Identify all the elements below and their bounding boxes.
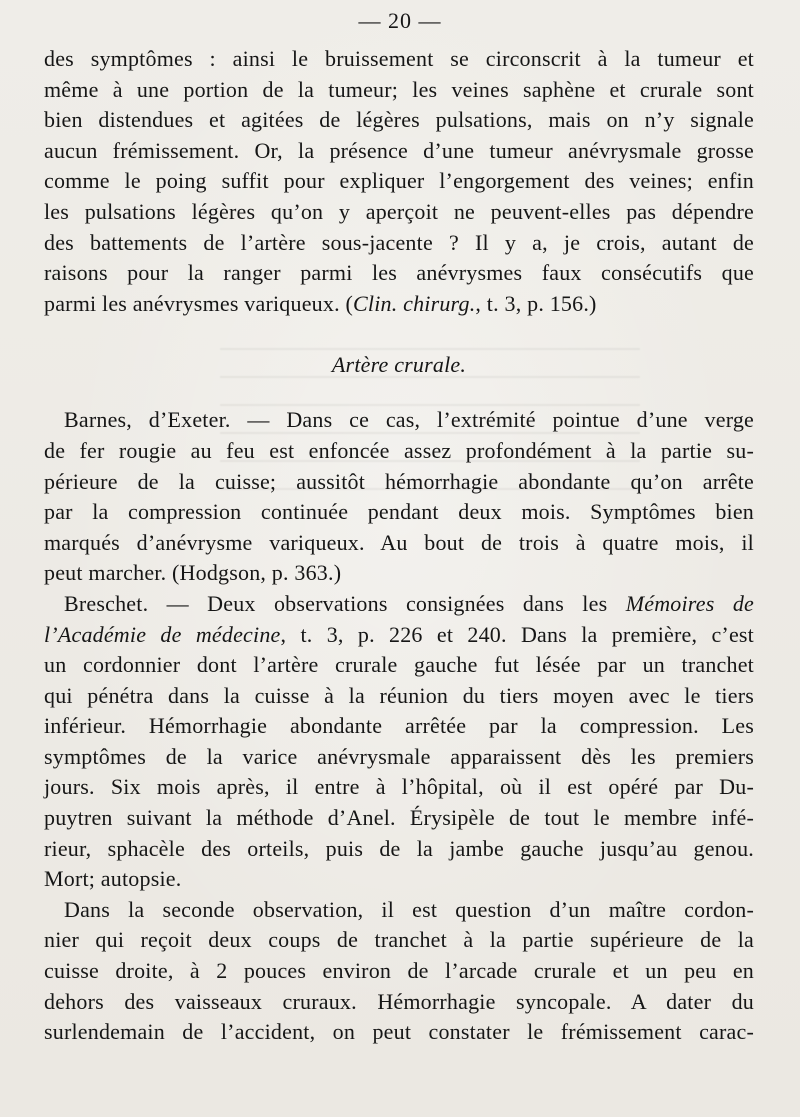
- paragraph-1: [44, 44, 754, 319]
- paragraph-3: [44, 589, 754, 895]
- text-line: de fer rougie au feu est enfoncée assez profondément à la partie su-: [44, 437, 754, 463]
- citation-prefix: parmi les anévrysmes variqueux. (: [44, 290, 354, 316]
- text-line: un cordonnier dont l’artère crurale gauche fut lésée par un tranchet: [44, 652, 754, 678]
- citation-suffix: , t. 3, p. 156.): [475, 290, 597, 316]
- text-line: dehors des vaisseaux cruraux. Hémorrhagie syncopale. A dater du: [44, 988, 754, 1014]
- text-line: Mort; autopsie.: [44, 866, 182, 892]
- text-line: [44, 589, 754, 620]
- text-line: comme le poing suffit pour expliquer l’engorgement des veines; enfin: [44, 168, 754, 194]
- body-text: [44, 44, 754, 1048]
- text-line: marqués d’anévrysme variqueux. Au bout de trois à quatre mois, il: [44, 529, 754, 555]
- text-line: par la compression continuée pendant deux mois. Symptômes bien: [44, 499, 754, 525]
- section-title: Artère crurale.: [331, 352, 467, 378]
- text-run: , t. 3, p. 226 et 240. Dans la première, c’est: [280, 621, 754, 647]
- paragraph-2: [44, 405, 754, 589]
- text-line: raisons pour la ranger parmi les anévrysmes faux consécutifs que: [44, 260, 754, 286]
- text-line: symptômes de la varice anévrysmale apparaissent dès les premiers: [44, 743, 754, 769]
- text-line: puytren suivant la méthode d’Anel. Érysipèle de tout le membre infé-: [44, 805, 754, 831]
- text-line: des symptômes : ainsi le bruissement se circonscrit à la tumeur et: [44, 46, 754, 71]
- text-line: Dans la seconde observation, il est question d’un maître cordon-: [64, 896, 754, 922]
- text-line: bien distendues et agitées de légères pulsations, mais on n’y signale: [44, 107, 754, 133]
- text-line: jours. Six mois après, il entre à l’hôpital, où il est opéré par Du-: [44, 774, 754, 800]
- page-number: — 20 —: [358, 8, 442, 33]
- text-line: les pulsations légères qu’on y aperçoit ne peuvent-elles pas dépendre: [44, 198, 754, 224]
- paragraph-4: [44, 895, 754, 1048]
- italic-run: l’Académie de médecine: [44, 621, 281, 647]
- text-line: rieur, sphacèle des orteils, puis de la jambe gauche jusqu’au genou.: [44, 835, 754, 861]
- text-line: Barnes, d’Exeter. — Dans ce cas, l’extrémité pointue d’une verge: [64, 407, 754, 433]
- text-line: nier qui reçoit deux coups de tranchet à la partie supérieure de la: [44, 927, 754, 953]
- text-line: peut marcher. (Hodgson, p. 363.): [44, 560, 342, 586]
- text-line: surlendemain de l’accident, on peut constater le frémissement carac-: [44, 1019, 754, 1045]
- text-run: Breschet. — Deux observations consignées dans les: [64, 590, 608, 616]
- text-line: périeure de la cuisse; aussitôt hémorrhagie abondante qu’on arrête: [44, 468, 754, 494]
- italic-run: Mémoires de: [625, 590, 754, 616]
- text-line: aucun frémissement. Or, la présence d’une tumeur anévrysmale grosse: [44, 137, 754, 163]
- text-line: cuisse droite, à 2 pouces environ de l’arcade crurale et un peu en: [44, 958, 754, 984]
- text-line: même à une portion de la tumeur; les veines saphène et crurale sont: [44, 76, 754, 102]
- text-line: qui pénétra dans la cuisse à la réunion du tiers moyen avec le tiers: [44, 682, 754, 708]
- text-line-citation: [44, 289, 754, 320]
- text-line: [44, 620, 754, 651]
- citation-title: Clin. chirurg.: [353, 290, 476, 316]
- text-line: des battements de l’artère sous-jacente ? Il y a, je crois, autant de: [44, 229, 754, 255]
- text-line: inférieur. Hémorrhagie abondante arrêtée par la compression. Les: [44, 713, 754, 739]
